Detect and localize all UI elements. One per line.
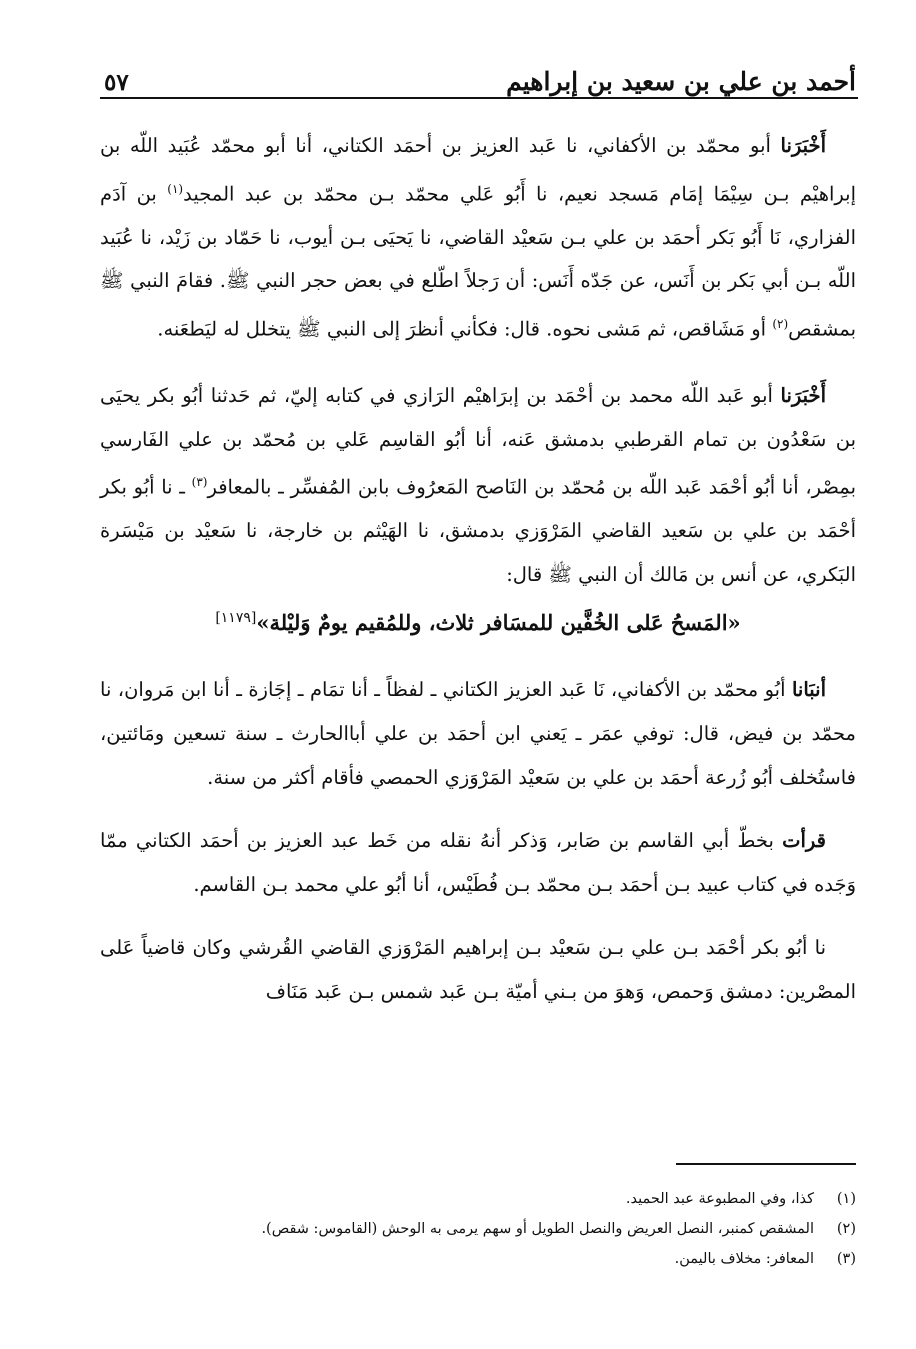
footnote-marker[interactable]: (٣) (191, 475, 208, 490)
hadith-quote: «المَسحُ عَلى الخُفَّين للمسَافر ثلاث، وللمُقيم يومٌ وَليْلة» (256, 610, 741, 636)
footnote-number: (١) (836, 1191, 856, 1207)
paragraph-text: بن آدَم الفزاري، نَا أَبُو بَكر أحمَد بن علي بـن سَعيْد القاضي، نا يَحيَى بـن أيوب، نا حَمّاد بن زَيْد، نا عُبَيد اللّه بـن أبي بَكر بن أَنَس، عن جَدّه أَنَس: أن رَجلاً اطّلع في بعض حجر النبي ﷺ. فقامَ النبي ﷺ بمشقص (100, 182, 856, 341)
hadith-text (100, 596, 856, 645)
paragraph-4 (100, 819, 856, 906)
running-head (104, 56, 856, 96)
paragraph-text: بخطّ أبي القاسم بن صَابر، وَذكر أنهُ نقله من خَط عبد العزيز بن أحمَد الكتاني ممّا وَجَده في كتاب عبيد بـن أحمَد بـن محمّد بـن فُطَيْس، أنا أبُو علي محمد بـن القاسم. (100, 829, 856, 896)
paragraph-text: أو مَشَاقص، ثم مَشى نحوه. قال: فكأني أنظرَ إلى النبي ﷺ يتخلل له ليَطعَنه. (157, 317, 773, 341)
paragraph-text: أبو عَبد اللّه محمد بن أحْمَد بن إبرَاهيْم الرَازي في كتابه إليّ، ثم حَدثنا أبُو بكر يحيَى بن سَعْدُون بن تمام القرطبي بدمشق عَنه، أنا أبُو القاسِم عَلي بن مُحمّد بن علي الفَارسي بمِصْر، أنا أبُو أحْمَد عَبد اللّه بن مُحمّد بن النَاصح المَعرُوف بابن المُفسِّر ـ بالمعافر (100, 383, 857, 499)
footnote-rule (676, 1163, 856, 1165)
footnote-text: المشقص كمنبر، النصل العريض والنصل الطويل أو سهم يرمى به الوحش (القاموس: شقص). (261, 1221, 814, 1237)
hadith-reference: [١١٧٩] (215, 610, 257, 627)
footnote-number: (٢) (836, 1221, 856, 1237)
footnotes (100, 1184, 856, 1274)
footnote-text: كذا، وفي المطبوعة عبد الحميد. (625, 1191, 814, 1207)
chapter-title: أحمد بن علي بن سعيد بن إبراهيم (506, 67, 856, 96)
paragraph-lead: قرأت (782, 829, 826, 853)
footnote-item (100, 1214, 856, 1244)
main-text (100, 124, 856, 1014)
paragraph-text: نا أبُو بكر أحْمَد بـن علي بـن سَعيْد بـن إبراهيم المَرْوَزي القاضي القُرشي وكان قاضياً عَلى المصْرين: دمشق وَحمص، وَهوَ من بـني أميّة بـن عَبد شمس بـن عَبد مَنَاف (100, 936, 856, 1003)
footnote-item (100, 1244, 856, 1274)
footnote-marker[interactable]: (١) (167, 181, 184, 196)
paragraph-text: أبو محمّد بن الأكفاني، نا عَبد العزيز بن أحمَد الكتاني، أنا أبو محمّد عُبَيد اللّه بن إبراهيْم بـن سِيْمَا إمَام مَسجد نعيم، نا أَبُو عَلي محمّد بـن محمّد بن عبد المجيد (100, 134, 856, 206)
footnote-text: المعافر: مخلاف باليمن. (674, 1251, 814, 1267)
footnote-number: (٣) (836, 1251, 856, 1267)
header-rule (100, 97, 858, 99)
paragraph-5 (100, 926, 856, 1013)
page-number: ٥٧ (104, 69, 129, 96)
paragraph-lead: أَخْبَرَنا (780, 134, 826, 157)
paragraph-lead: أنبَانا (791, 678, 826, 702)
paragraph-3 (100, 668, 856, 799)
paragraph-lead: أَخْبَرَنا (780, 383, 826, 407)
footnote-item (100, 1184, 856, 1214)
paragraph-text: ـ نا أبُو بكر أحْمَد بن علي بن سَعيد القاضي المَرْوَزي بدمشق، نا الهَيْثم بن خارجة، نا سَعيْد بن مَيْسَرة البَكري، عن أنس بن مَالك أن النبي ﷺ قال: (100, 475, 856, 586)
paragraph-1 (100, 124, 856, 351)
paragraph-text: أبُو محمّد بن الأكفاني، نَا عَبد العزيز الكتاني ـ لفظاً ـ أنا تمَام ـ إجَازة ـ أنا ابن مَروان، نا محمّد بن فيض، قال: توفي عمَر ـ يَعني ابن أحمَد بن علي أباالحارث ـ سنة تسعين ومَائتين، فاستُخلف أبُو زُرعة أحمَد بن علي بن سَعيْد المَرْوَزي الحمصي فأقام أكثر من سنة. (100, 678, 856, 789)
paragraph-2 (100, 374, 856, 596)
footnote-marker[interactable]: (٢) (772, 316, 789, 331)
